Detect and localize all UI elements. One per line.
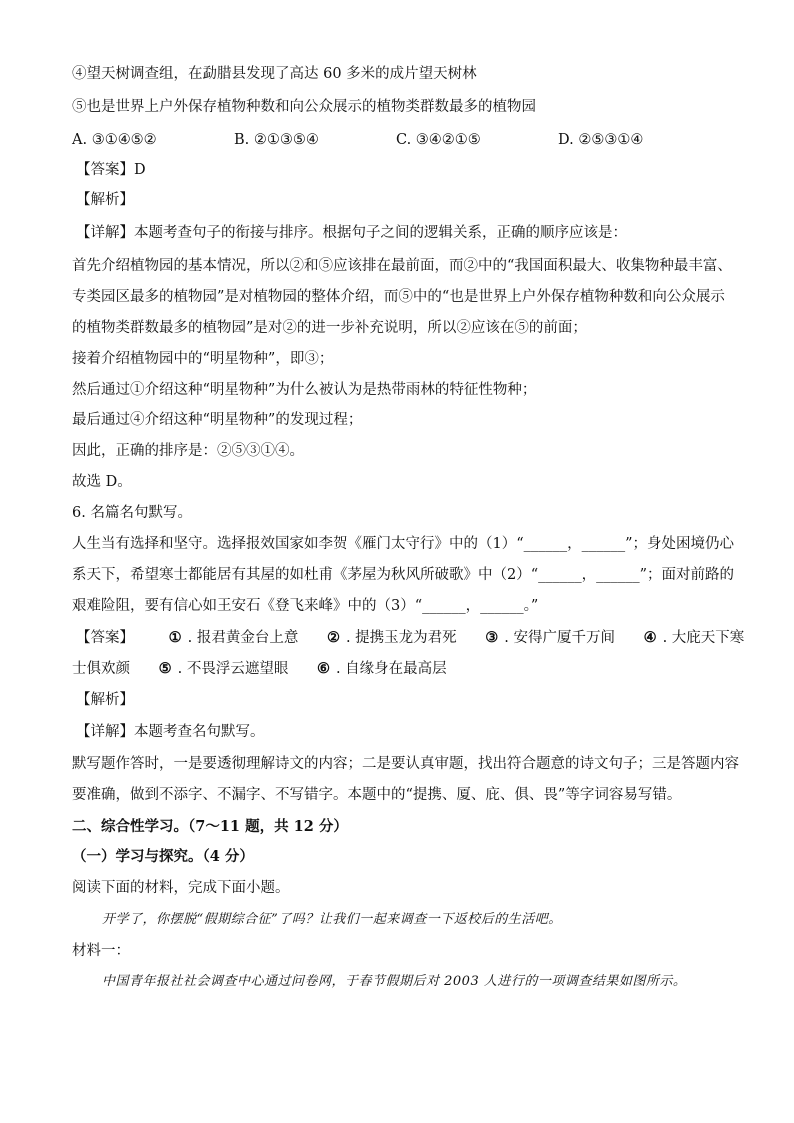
- material-1-label: 材料一：: [72, 943, 130, 959]
- q5-detail-line: 最后通过④介绍这种“明星物种”的发现过程；: [72, 412, 363, 428]
- answer-item: ③ . 安得广厦千万间: [485, 629, 615, 646]
- option-a: A. ③①④⑤②: [72, 132, 157, 148]
- q5-detail-line: 因此，正确的排序是：②⑤③①④。: [72, 443, 304, 459]
- q5-answer: 【答案】D: [76, 162, 146, 178]
- answer-item: ① . 报君黄金台上意: [168, 629, 299, 646]
- q5-detail-line: 然后通过①介绍这种“明星物种”为什么被认为是热带雨林的特征性物种；: [72, 382, 537, 398]
- q6-answer-label: 【答案】: [76, 630, 134, 646]
- q5-analysis-label: 【解析】: [76, 192, 134, 208]
- q6-body-line: 艰难险阻，要有信心如王安石《登飞来峰》中的（3）“______，______。”: [72, 598, 539, 614]
- q5-detail-line: 故选 D。: [72, 474, 132, 490]
- section-2-title: 二、综合性学习。（7～11 题，共 12 分）: [72, 818, 348, 835]
- intro-text: 开学了，你摆脱“假期综合征”了吗？让我们一起来调查一下返校后的生活吧。: [102, 912, 562, 927]
- sentence-4: ④望天树调查组，在勐腊县发现了高达 60 多米的成片望天树林: [72, 66, 477, 82]
- q6-title: 6. 名篇名句默写。: [72, 505, 192, 521]
- sentence-5: ⑤也是世界上户外保存植物种数和向公众展示的植物类群数最多的植物园: [72, 99, 536, 115]
- q6-detail-line: 要准确，做到不添字、不漏字、不写错字。本题中的“提携、厦、庇、俱、畏”等字词容易写错。: [72, 787, 682, 803]
- answer-item: ⑥ . 自缘身在最高层: [316, 660, 447, 677]
- q6-detail-line: 【详解】本题考查名句默写。: [76, 724, 265, 740]
- answer-item: ④ . 大庇天下寒: [643, 629, 745, 646]
- q6-analysis-label: 【解析】: [76, 692, 134, 708]
- answer-item: ⑤ . 不畏浮云遮望眼: [158, 660, 289, 677]
- q6-answer-line1: [76, 628, 744, 648]
- q5-detail-line: 【详解】本题考查句子的衔接与排序。根据句子之间的逻辑关系，正确的顺序应该是：: [76, 225, 627, 241]
- q6-detail-line: 默写题作答时，一是要透彻理解诗文的内容；二是要认真审题，找出符合题意的诗文句子；三是答题内容: [72, 756, 739, 772]
- q6-body-line: 人生当有选择和坚守。选择报效国家如李贺《雁门太守行》中的（1）“______，______”；身处困境仍心: [72, 536, 735, 552]
- option-d: D. ②⑤③①④: [558, 132, 644, 148]
- q5-detail-line: 的植物类群数最多的植物园”是对②的进一步补充说明，所以②应该在⑤的前面；: [72, 320, 587, 336]
- q5-detail-line: 接着介绍植物园中的“明星物种”，即③；: [72, 351, 334, 367]
- q5-detail-line: 首先介绍植物园的基本情况，所以②和⑤应该排在最前面，而②中的“我国面积最大、收集物种最丰富、: [72, 258, 732, 274]
- q6-answer-line2: 士俱欢颜 ⑤ . 不畏浮云遮望眼 ⑥ . 自缘身在最高层: [72, 660, 447, 677]
- q6-body-line: 系天下，希望寒士都能居有其屋的如杜甫《茅屋为秋风所破歌》中（2）“______，______”；面对前路的: [72, 567, 735, 583]
- option-c: C. ③④②①⑤: [396, 132, 481, 148]
- section-2-subtitle: （一）学习与探究。（4 分）: [72, 848, 254, 865]
- answer-options: [72, 130, 720, 150]
- reading-instruction: 阅读下面的材料，完成下面小题。: [72, 880, 290, 896]
- material-1-text: 中国青年报社社会调查中心通过问卷网，于春节假期后对 2003 人进行的一项调查结果如图所示。: [102, 974, 687, 989]
- option-b: B. ②①③⑤④: [234, 132, 319, 148]
- q5-detail-line: 专类园区最多的植物园”是对植物园的整体介绍，而⑤中的“也是世界上户外保存植物种数和向公众展示: [72, 289, 725, 305]
- answer-item: ② . 提携玉龙为君死: [326, 629, 457, 646]
